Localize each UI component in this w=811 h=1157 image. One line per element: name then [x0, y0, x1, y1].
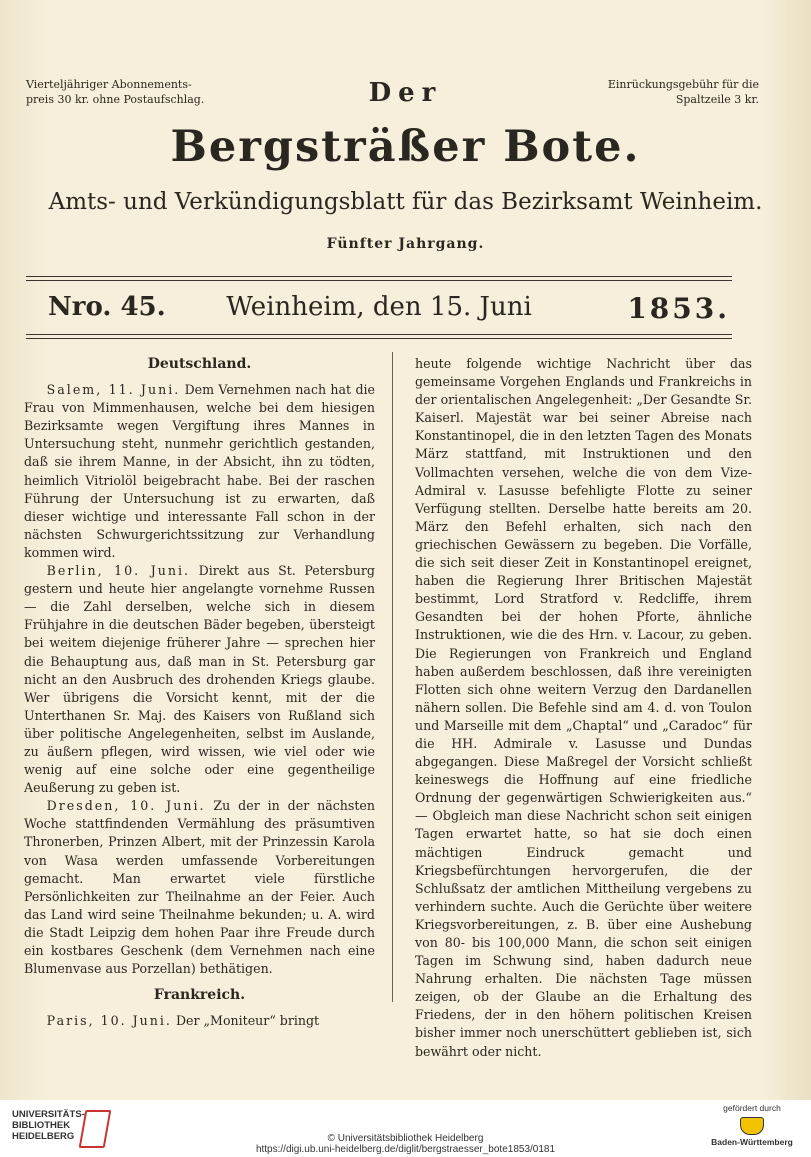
left-column — [24, 355, 375, 1030]
library-name-line3: HEIDELBERG — [12, 1131, 75, 1142]
newspaper-subtitle: Amts- und Verkündigungsblatt für das Bezirksamt Weinheim. — [48, 189, 763, 215]
state-crest-icon — [740, 1117, 764, 1135]
section-heading-germany: Deutschland. — [147, 356, 252, 372]
double-rule-bottom-inner — [26, 338, 732, 339]
masthead-article: Der — [368, 78, 443, 108]
article-lead: Paris, 10. Juni. — [46, 1013, 172, 1029]
double-rule-top-inner — [26, 280, 732, 281]
copyright-notice — [0, 1133, 811, 1155]
sponsor-block — [707, 1103, 797, 1147]
library-name-line2: BIBLIOTHEK — [12, 1120, 71, 1131]
advertising-fee-note: Einrückungsgebühr für die Spaltzeile 3 kr. — [607, 78, 759, 106]
article-body: Dem Vernehmen nach hat die Frau von Mimmenhausen, welche bei dem hiesigen Bezirksamte wegen Vergiftung ihres Mannes in Untersuchung steht, nunmehr gerichtlich gestanden, daß sie ihrem Manne, in der Absicht, ihn zu tödten, heimlich Vitriolöl beigebracht habe. Bei der raschen Führung der Untersuchung ist zu erwarten, daß dieser wichtige und interessante Fall schon in der nächsten Schwurgerichtssitzung zur Verhandlung kommen wird. — [24, 382, 375, 560]
dateline — [26, 288, 732, 330]
article-lead: Berlin, 10. Juni. — [46, 563, 191, 579]
article-salem — [24, 381, 375, 562]
subscription-note: Vierteljähriger Abonnements-preis 30 kr. ohne Postaufschlag. — [26, 78, 205, 106]
article-body: Zu der in der nächsten Woche stattfindenden Vermählung des präsumtiven Thronerben, Prinzen Albert, mit der Prinzessin Karola von Wasa werden umfassende Vorbereitungen gemacht. Man erwartet viele fürstliche Persönlichkeiten zur Theilnahme an der Feier. Auch das Land wird seine Theilnahme bekunden; u. A. wird die Stadt Leipzig dem hohen Paar ihre Freude durch ein kostbares Geschenk (dem Vernehmen nach eine Blumenvase aus Porzellan) bethätigen. — [24, 798, 375, 977]
double-rule-top — [26, 276, 732, 277]
volume-label: Fünfter Jahrgang. — [326, 236, 485, 252]
section-heading-france: Frankreich. — [153, 987, 246, 1004]
newspaper-title: Bergsträßer Bote. — [170, 122, 641, 172]
place-and-date: Weinheim, den 15. Juni — [226, 292, 532, 322]
article-dresden — [24, 797, 375, 978]
column-divider — [392, 352, 393, 1002]
sponsor-name: Baden-Württemberg — [711, 1137, 793, 1147]
issue-year: 1853. — [627, 292, 730, 325]
article-berlin — [24, 562, 375, 797]
right-column — [415, 355, 752, 1061]
viewer-footer — [0, 1100, 811, 1157]
library-name-line1: UNIVERSITÄTS- — [12, 1109, 85, 1120]
article-body: Direkt aus St. Petersburg gestern und heute hier angelangte vornehme Russen — die Zahl derselben, welche sich in diesem Frühjahre in die deutschen Bäder begeben, übersteigt bei weitem diejenige früherer Jahre — sprechen hier die Behauptung aus, daß man in St. Petersburg gar nicht an den Ausbruch des drohenden Kriegs glaube. Wer übrigens die Vorsicht kennt, mit der die Unterthanen Sr. Maj. des Kaisers von Rußland sich über politische Angelegenheiten, selbst im Auslande, zu äußern pflegen, wird wissen, wie viel oder wie wenig auf eine solche oder eine gegentheilige Aeußerung zu geben ist. — [24, 563, 375, 796]
issue-number: Nro. 45. — [48, 292, 166, 322]
permalink-url[interactable]: https://digi.ub.uni-heidelberg.de/diglit/bergstraesser_bote1853/0181 — [255, 1144, 556, 1155]
article-lead: Dresden, 10. Juni. — [46, 798, 206, 814]
double-rule-bottom — [26, 334, 732, 335]
article-paris-continued: heute folgende wichtige Nachricht über das gemeinsame Vorgehen Englands und Frankreichs in der orientalischen Angelegenheit: „Der Gesandte Sr. Kaiserl. Majestät war bei seiner Abreise nach Konstantinopel, die in den letzten Tagen des Monats März stattfand, mit Instruktionen und den Vollmachten versehen, welche die von dem Vize-Admiral v. Lasusse befehligte Flotte zu seiner Verfügung stellten. Derselbe hatte bereits am 20. März den Befehl erhalten, sich nach den griechischen Gewässern zu begeben. Die Vorfälle, die sich seit dieser Zeit in Konstantinopel ereignet, haben die Regierung Ihrer Britischen Majestät bestimmt, Lord Stratford v. Redcliffe, ihrem Gesandten bei der hohen Pforte, ähnliche Instruktionen, wie die des Hrn. v. Lacour, zu geben. Die Regierungen von Frankreich und England haben außerdem beschlossen, daß ihre vereinigten Flotten sich ohne weitern Verzug den Dardanellen nähern sollen. Die Befehle sind am 4. d. von Toulon und Marseille mit dem „Chaptal“ und „Caradoc“ für die HH. Admirale v. Lasusse und Dundas abgegangen. Diese Maßregel der Vorsicht schließt keineswegs die Hoffnung auf eine friedliche Ordnung der gegenwärtigen Schwierigkeiten aus.“ — Obgleich man diese Nachricht schon seit einigen Tagen erwartet hatte, so hat sie doch einen mächtigen Eindruck gemacht und Kriegsbefürchtungen hervorgerufen, die der Schlußsatz der amtlichen Mittheilung vergebens zu verhindern suchte. Auch die Gerüchte über weitere Kriegsvorbereitungen, z. B. über eine Aushebung von 80- bis 100,000 Mann, die schon seit einigen Tagen im Schwung sind, haben dadurch neue Nahrung erhalten. Die nächsten Tage müssen zeigen, ob der Glaube an die Erhaltung des Friedens, der in den höhern politischen Kreisen bisher immer noch unerschüttert geblieben ist, sich bewährt oder nicht. — [415, 356, 752, 1059]
sponsor-label: gefördert durch — [723, 1103, 781, 1113]
article-body: Der „Moniteur“ bringt — [171, 1013, 320, 1029]
copyright-text: © Universitätsbibliothek Heidelberg — [327, 1133, 484, 1144]
article-paris — [24, 1012, 375, 1030]
article-lead: Salem, 11. Juni. — [46, 382, 181, 398]
